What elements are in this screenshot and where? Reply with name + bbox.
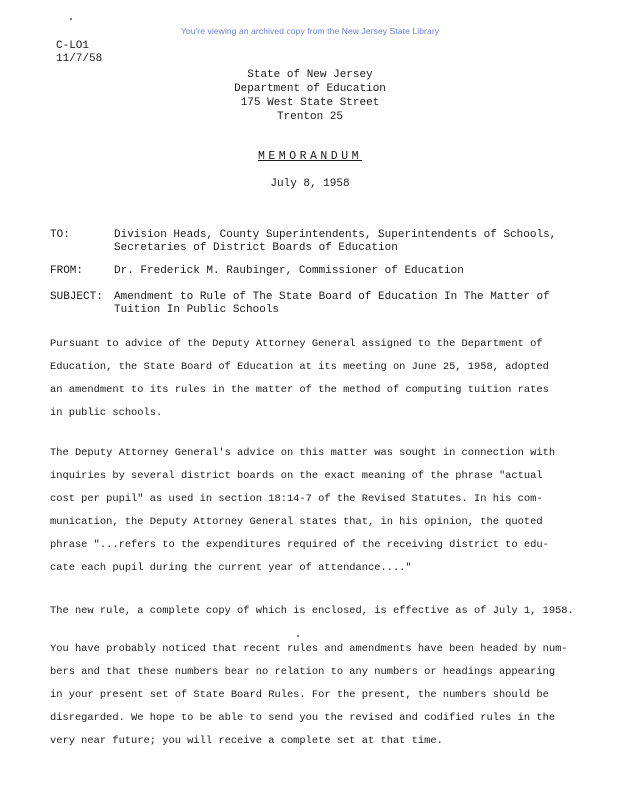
paragraph-line: The new rule, a complete copy of which is enclosed, is effective as of July 1, 1958. — [50, 605, 574, 617]
paragraph-line: Pursuant to advice of the Deputy Attorney General assigned to the Department of — [50, 338, 543, 350]
subject-line: Amendment to Rule of The State Board of Education In The Matter of — [114, 291, 550, 303]
to-line: Division Heads, County Superintendents, Superintendents of Schools, — [114, 229, 557, 241]
paragraph-2 — [50, 442, 570, 580]
to-label: TO: — [50, 229, 70, 241]
to-line: Secretaries of District Boards of Education — [114, 242, 398, 254]
paragraph-line: munication, the Deputy Attorney General states that, in his opinion, the quoted — [50, 516, 543, 528]
paragraph-3 — [50, 600, 574, 623]
reference-date: 11/7/58 — [56, 53, 103, 65]
letterhead-line: 175 West State Street — [240, 97, 380, 109]
paragraph-line: Education, the State Board of Education at its meeting on June 25, 1958, adopted — [50, 361, 549, 373]
scan-speck — [297, 635, 299, 637]
subject-line: Tuition In Public Schools — [114, 304, 280, 316]
from-label: FROM: — [50, 265, 84, 277]
paragraph-line: in your present set of State Board Rules. For the present, the numbers should be — [50, 689, 549, 701]
paragraph-line: You have probably noticed that recent rules and amendments have been headed by num- — [50, 643, 568, 655]
letterhead — [0, 68, 620, 124]
letterhead-line: State of New Jersey — [247, 69, 373, 81]
paragraph-line: bers and that these numbers bear no relation to any numbers or headings appearing — [50, 666, 556, 678]
paragraph-line: cate each pupil during the current year of attendance...." — [50, 562, 412, 574]
memo-title: MEMORANDUM — [257, 150, 362, 163]
subject-label: SUBJECT: — [50, 291, 103, 303]
subject-text — [114, 291, 584, 317]
archive-banner: You're viewing an archived copy from the New Jersey State Library — [180, 26, 440, 36]
paragraph-line: disregarded. We hope to be able to send you the revised and codified rules in the — [50, 712, 556, 724]
paragraph-line: very near future; you will receive a complete set at that time. — [50, 735, 443, 747]
from-line: Dr. Frederick M. Raubinger, Commissioner of Education — [114, 265, 464, 277]
paragraph-line: cost per pupil" as used in section 18:14-7 of the Revised Statutes. In his com- — [50, 493, 543, 505]
reference-number: C-LO1 — [56, 40, 90, 52]
to-recipients — [114, 229, 584, 255]
paragraph-4 — [50, 638, 570, 753]
reference-code — [56, 40, 102, 66]
paragraph-line: an amendment to its rules in the matter of the method of computing tuition rates — [50, 384, 549, 396]
from-sender — [114, 265, 584, 278]
memo-date: July 8, 1958 — [270, 178, 350, 190]
letterhead-line: Department of Education — [234, 83, 386, 95]
scan-speck — [70, 18, 72, 20]
paragraph-line: The Deputy Attorney General's advice on this matter was sought in connection with — [50, 447, 556, 459]
paragraph-line: inquiries by several district boards on the exact meaning of the phrase "actual — [50, 470, 543, 482]
paragraph-1 — [50, 333, 570, 425]
paragraph-line: in public schools. — [50, 407, 163, 419]
letterhead-line: Trenton 25 — [276, 111, 343, 123]
paragraph-line: phrase "...refers to the expenditures required of the receiving district to edu- — [50, 539, 549, 551]
